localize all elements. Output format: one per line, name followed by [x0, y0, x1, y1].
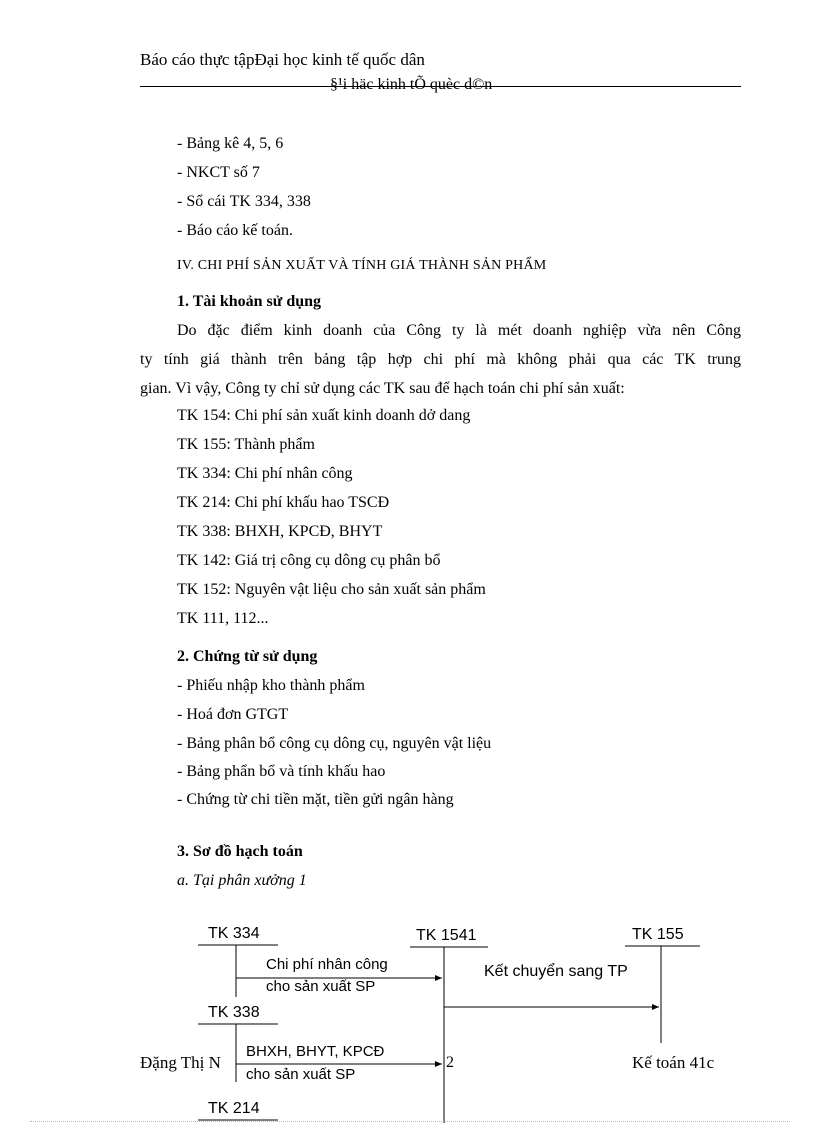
- document-item: - Phiếu nhập kho thành phẩm: [177, 677, 365, 694]
- account-item: TK 142: Giá trị công cụ dông cụ phân bổ: [177, 552, 441, 569]
- account-item: TK 155: Thành phẩm: [177, 436, 315, 453]
- flow-label: BHXH, BHYT, KPCĐ: [246, 1043, 385, 1060]
- footer-course: Kế toán 41c: [632, 1053, 715, 1072]
- flow-label: Chi phí nhân công: [266, 956, 388, 973]
- flow-label: cho sản xuất SP: [246, 1066, 356, 1083]
- flow-label-transfer: Kết chuyển sang TP: [484, 963, 628, 980]
- section-title: IV. CHI PHÍ SẢN XUẤT VÀ TÍNH GIÁ THÀNH SẢN PHẨM: [177, 258, 547, 273]
- heading-accounting-diagram: 3. Sơ đồ hạch toán: [177, 843, 303, 860]
- tk334-label: TK 334: [208, 925, 260, 942]
- page-edge: [30, 1121, 790, 1122]
- account-item: TK 338: BHXH, KPCĐ, BHYT: [177, 523, 383, 540]
- header-title: Báo cáo thực tậpĐại học kinh tế quốc dân: [140, 50, 425, 69]
- account-item: TK 111, 112...: [177, 610, 269, 627]
- paragraph-line: ty tính giá thành trên bảng tập hợp chi phí mà không phải qua các TK trung: [140, 351, 741, 368]
- document-item: - Bảng phẩn bổ và tính khấu hao: [177, 763, 386, 780]
- account-item: TK 334: Chi phí nhân công: [177, 465, 353, 482]
- tk155-label: TK 155: [632, 926, 684, 943]
- list-item: - Báo cáo kế toán.: [177, 222, 293, 239]
- list-item: - Sổ cái TK 334, 338: [177, 193, 311, 210]
- list-item: - Bảng kê 4, 5, 6: [177, 135, 284, 152]
- tk214-label: TK 214: [208, 1100, 260, 1117]
- paragraph-line: gian. Vì vậy, Công ty chỉ sử dụng các TK sau để hạch toán chi phí sản xuất:: [140, 380, 625, 397]
- document-item: - Chứng từ chi tiền mặt, tiền gửi ngân hàng: [177, 791, 454, 808]
- account-item: TK 154: Chi phí sản xuất kinh doanh dở dang: [177, 407, 471, 424]
- tk338-label: TK 338: [208, 1004, 260, 1021]
- list-item: - NKCT số 7: [177, 164, 260, 181]
- document-item: - Hoá đơn GTGT: [177, 706, 289, 723]
- document-item: - Bảng phân bổ công cụ dông cụ, nguyên vật liệu: [177, 735, 492, 752]
- header-subtitle: §¹i häc kinh tÕ quèc d©n: [330, 76, 493, 93]
- subheading-workshop-1: a. Tại phân xưởng 1: [177, 872, 307, 889]
- heading-accounts-used: 1. Tài khoản sử dụng: [177, 293, 322, 310]
- tk1541-label: TK 1541: [416, 927, 477, 944]
- flow-label: cho sản xuất SP: [266, 978, 376, 995]
- paragraph-line: Do đặc điểm kinh doanh của Công ty là mét doanh nghiệp vừa nên Công: [177, 322, 741, 339]
- account-item: TK 152: Nguyên vật liệu cho sản xuất sản phẩm: [177, 581, 486, 598]
- footer-author: Đặng Thị N: [140, 1053, 221, 1072]
- page-number: 2: [446, 1054, 454, 1071]
- heading-documents-used: 2. Chứng từ sử dụng: [177, 648, 318, 665]
- account-item: TK 214: Chi phí khấu hao TSCĐ: [177, 494, 390, 511]
